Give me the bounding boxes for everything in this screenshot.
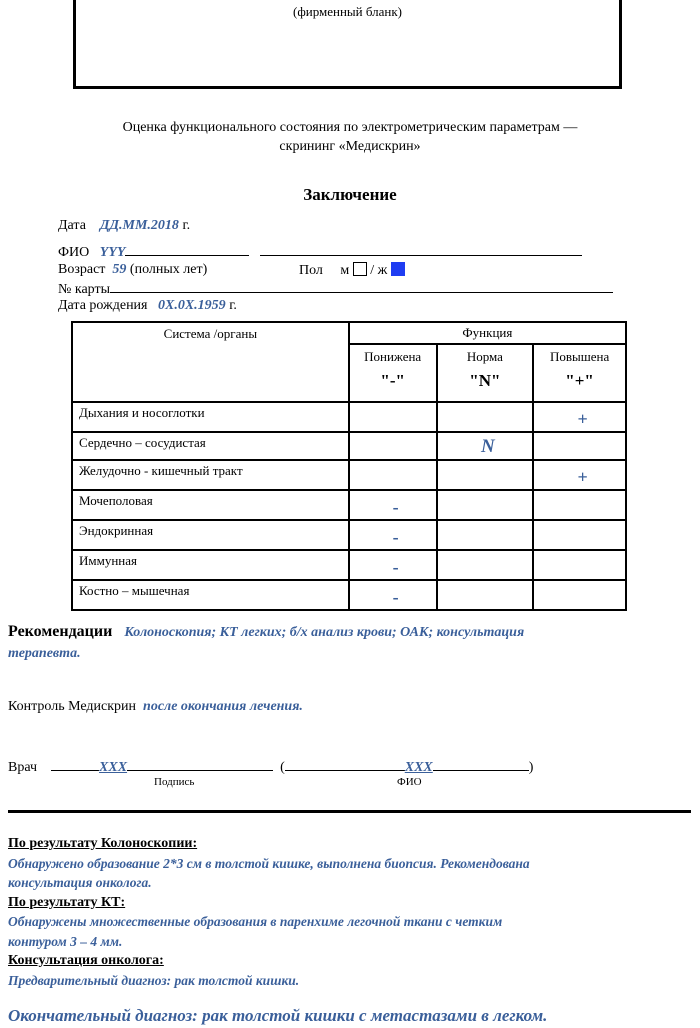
row-norm-cell (437, 460, 534, 490)
section-divider (8, 810, 691, 813)
row-norm-cell (437, 580, 534, 610)
subtitle-line-1: Оценка функционального состояния по электрометрическим параметрам — (122, 120, 578, 135)
table-row (72, 550, 626, 580)
row-system-name: Дыхания и носоглотки (72, 402, 349, 432)
table-row (72, 580, 626, 610)
sign-caption: Подпись (154, 776, 195, 788)
row-norm-cell (437, 550, 534, 580)
row-low-cell (349, 520, 437, 550)
header-high (533, 344, 626, 402)
fio-row (58, 243, 582, 261)
control-label: Контроль Медискрин (8, 699, 137, 714)
row-low-mark: - (392, 557, 399, 577)
header-high-label: Повышена (549, 349, 610, 364)
sex-label: Пол (299, 263, 323, 278)
doctor-row (8, 758, 533, 776)
header-norm-symbol: "N" (469, 371, 501, 390)
table-row (72, 460, 626, 490)
recommendations-text: Колоноскопия; КТ легких; б/х анализ крови; ОАК; консультация (124, 625, 525, 640)
row-low-cell (349, 432, 437, 460)
page-title: Заключение (303, 185, 397, 204)
sex-row (299, 262, 405, 279)
fio-caption: ФИО (397, 776, 422, 788)
date-label: Дата (58, 218, 86, 233)
header-low-symbol: "-" (380, 371, 405, 390)
ct-text: Обнаружены множественные образования в паренхиме легочной ткани с четким (8, 914, 503, 929)
row-high-mark: + (577, 467, 588, 487)
card-row (58, 280, 613, 298)
row-system-name: Мочеполовая (72, 490, 349, 520)
fio-value: YYY (99, 245, 126, 260)
ct-title: По результату КТ: (8, 894, 126, 910)
age-value: 59 (112, 262, 127, 277)
row-high-cell (533, 580, 626, 610)
birth-value: 0X.0X.1959 (158, 298, 226, 313)
header-function: Функция (349, 322, 626, 344)
control-value: после окончания лечения. (143, 699, 303, 714)
row-system-name: Желудочно - кишечный тракт (72, 460, 349, 490)
sign-line-pre (51, 758, 99, 771)
recommendations-block (8, 622, 688, 664)
doctor-sign-value: XXX (99, 760, 128, 775)
ct-text-cont: контуром 3 – 4 мм. (8, 933, 123, 949)
date-value: ДД.ММ.2018 (99, 218, 179, 233)
row-low-cell (349, 490, 437, 520)
subtitle-line-2: скрининг «Медискрин» (279, 139, 421, 154)
row-norm-cell (437, 520, 534, 550)
header-system: Система /органы (72, 322, 349, 402)
recommendations-label: Рекомендации (8, 623, 113, 640)
header-norm-label: Норма (466, 349, 503, 364)
age-label: Возраст (58, 262, 106, 277)
table-row (72, 490, 626, 520)
colonoscopy-text-cont: консультация онколога. (8, 875, 152, 890)
age-row (58, 262, 207, 278)
oncologist-text: Предварительный диагноз: рак толстой кишки. (8, 972, 300, 988)
row-low-cell (349, 550, 437, 580)
date-row (58, 218, 190, 234)
fio-close-paren: ) (528, 760, 534, 775)
header-high-symbol: "+" (565, 371, 594, 390)
card-line (110, 280, 613, 293)
colonoscopy-title: По результату Колоноскопии: (8, 836, 198, 851)
row-system-name: Эндокринная (72, 520, 349, 550)
date-suffix: г. (182, 218, 191, 233)
fio-open-paren: ( (280, 760, 285, 775)
final-diagnosis: Окончательный диагноз: рак толстой кишки с метастазами в легком. (8, 1006, 548, 1025)
header-norm (437, 344, 534, 402)
function-table (71, 321, 627, 611)
letterhead-text: (фирменный бланк) (292, 4, 402, 19)
row-high-cell (533, 490, 626, 520)
row-norm-mark: N (481, 436, 495, 457)
letterhead-box (73, 0, 622, 89)
document-subtitle (40, 118, 660, 156)
fio-line-2 (260, 243, 582, 256)
doctor-fio-value: XXX (404, 760, 433, 775)
sex-f-label: / ж (370, 263, 388, 278)
birth-suffix: г. (229, 298, 237, 313)
header-low (349, 344, 437, 402)
sex-m-label: м (340, 263, 350, 278)
doctor-label: Врач (8, 760, 38, 775)
row-low-cell (349, 580, 437, 610)
recommendations-text-cont: терапевта. (8, 646, 81, 661)
colonoscopy-text: Обнаружено образование 2*3 см в толстой кишке, выполнена биопсия. Рекомендована (8, 855, 530, 871)
sign-line-post (127, 758, 273, 771)
table-row (72, 520, 626, 550)
control-row (8, 699, 303, 715)
row-system-name: Сердечно – сосудистая (72, 432, 349, 460)
header-low-label: Понижена (364, 349, 422, 364)
birth-row (58, 298, 237, 314)
row-system-name: Иммунная (72, 550, 349, 580)
sex-f-checkbox[interactable] (391, 262, 405, 276)
oncologist-title: Консультация онколога: (8, 953, 164, 968)
results-block (8, 834, 698, 990)
row-low-mark: - (392, 527, 399, 547)
doctor-fio-line-post (433, 758, 529, 771)
fio-label: ФИО (58, 245, 90, 260)
card-label: № карты (58, 282, 111, 297)
row-norm-cell (437, 432, 534, 460)
row-low-mark: - (392, 587, 399, 607)
table-row (72, 402, 626, 432)
sex-m-checkbox[interactable] (353, 262, 367, 276)
row-high-mark: + (577, 409, 588, 429)
row-low-cell (349, 460, 437, 490)
table-row (72, 432, 626, 460)
row-high-cell (533, 460, 626, 490)
row-norm-cell (437, 402, 534, 432)
row-system-name: Костно – мышечная (72, 580, 349, 610)
row-norm-cell (437, 490, 534, 520)
row-high-cell (533, 550, 626, 580)
birth-label: Дата рождения (58, 298, 148, 313)
row-low-cell (349, 402, 437, 432)
row-high-cell (533, 520, 626, 550)
row-low-mark: - (392, 497, 399, 517)
age-suffix: (полных лет) (129, 262, 208, 277)
row-high-cell (533, 432, 626, 460)
fio-line-1 (125, 243, 249, 256)
row-high-cell (533, 402, 626, 432)
doctor-fio-line-pre (285, 758, 405, 771)
